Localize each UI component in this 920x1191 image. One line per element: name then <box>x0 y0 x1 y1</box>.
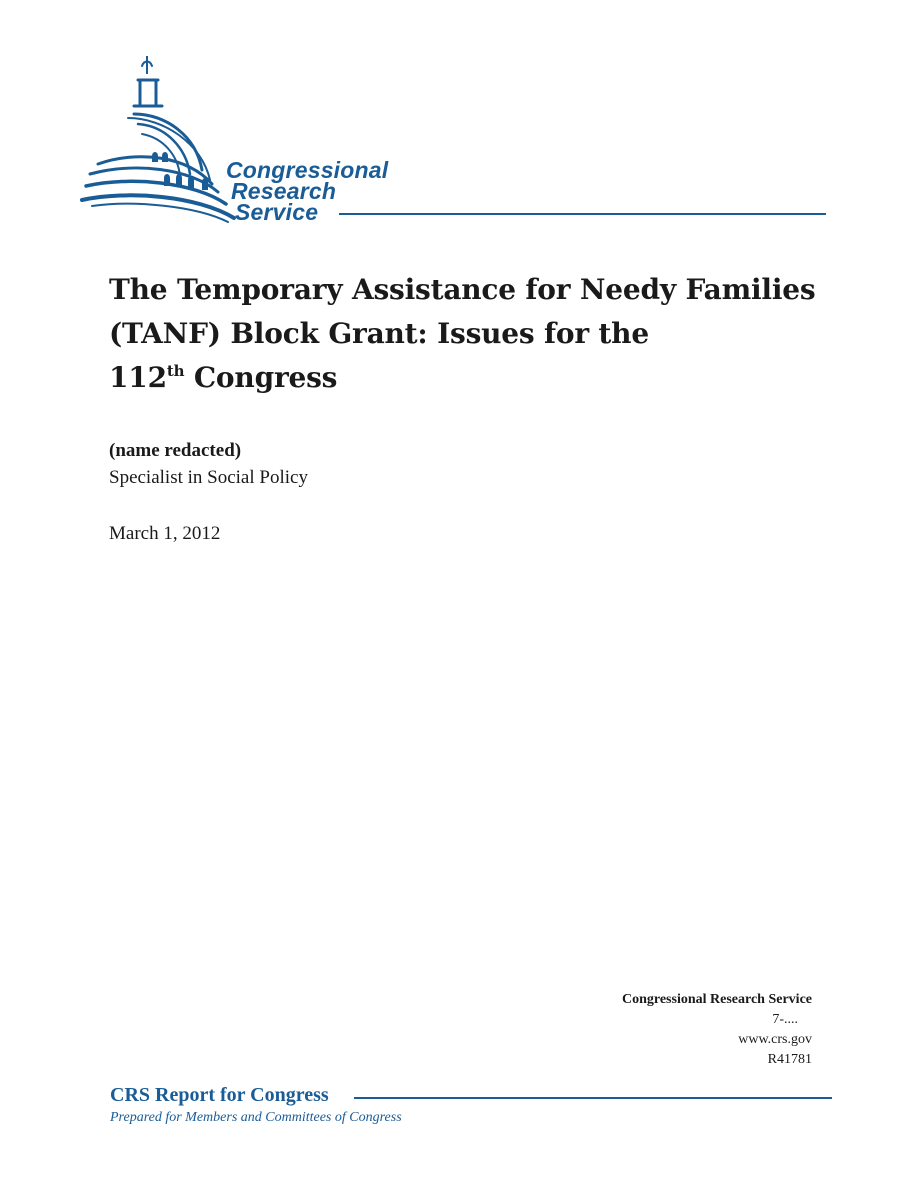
crs-logo <box>78 52 838 227</box>
capitol-dome-icon <box>78 52 248 227</box>
crs-report-subtitle: Prepared for Members and Committees of Congress <box>110 1110 402 1125</box>
title-line-2: (TANF) Block Grant: Issues for the <box>109 317 649 350</box>
crs-report-label: CRS Report for Congress <box>110 1084 329 1106</box>
logo-word-service: Service <box>235 199 319 225</box>
logo-word-research: Research <box>231 178 337 204</box>
crs-org-name: Congressional Research Service <box>621 992 812 1007</box>
report-number: R41781 <box>767 1052 812 1067</box>
crs-info-block <box>622 990 812 1070</box>
title-line-3-rest: Congress <box>184 361 338 394</box>
logo-rule <box>339 213 826 215</box>
author-name: (name redacted) <box>109 440 242 461</box>
footer-rule <box>354 1097 832 1099</box>
report-date: March 1, 2012 <box>109 523 221 544</box>
title-ordinal-suffix: th <box>166 362 185 380</box>
title-congress-number: 112 <box>109 361 167 394</box>
report-title <box>109 268 849 400</box>
author-title: Specialist in Social Policy <box>109 467 308 488</box>
crs-contact: 7-.... <box>772 1012 798 1027</box>
logo-word-congressional: Congressional <box>226 157 389 183</box>
title-line-1: The Temporary Assistance for Needy Families <box>109 273 816 306</box>
crs-website: www.crs.gov <box>738 1032 812 1047</box>
